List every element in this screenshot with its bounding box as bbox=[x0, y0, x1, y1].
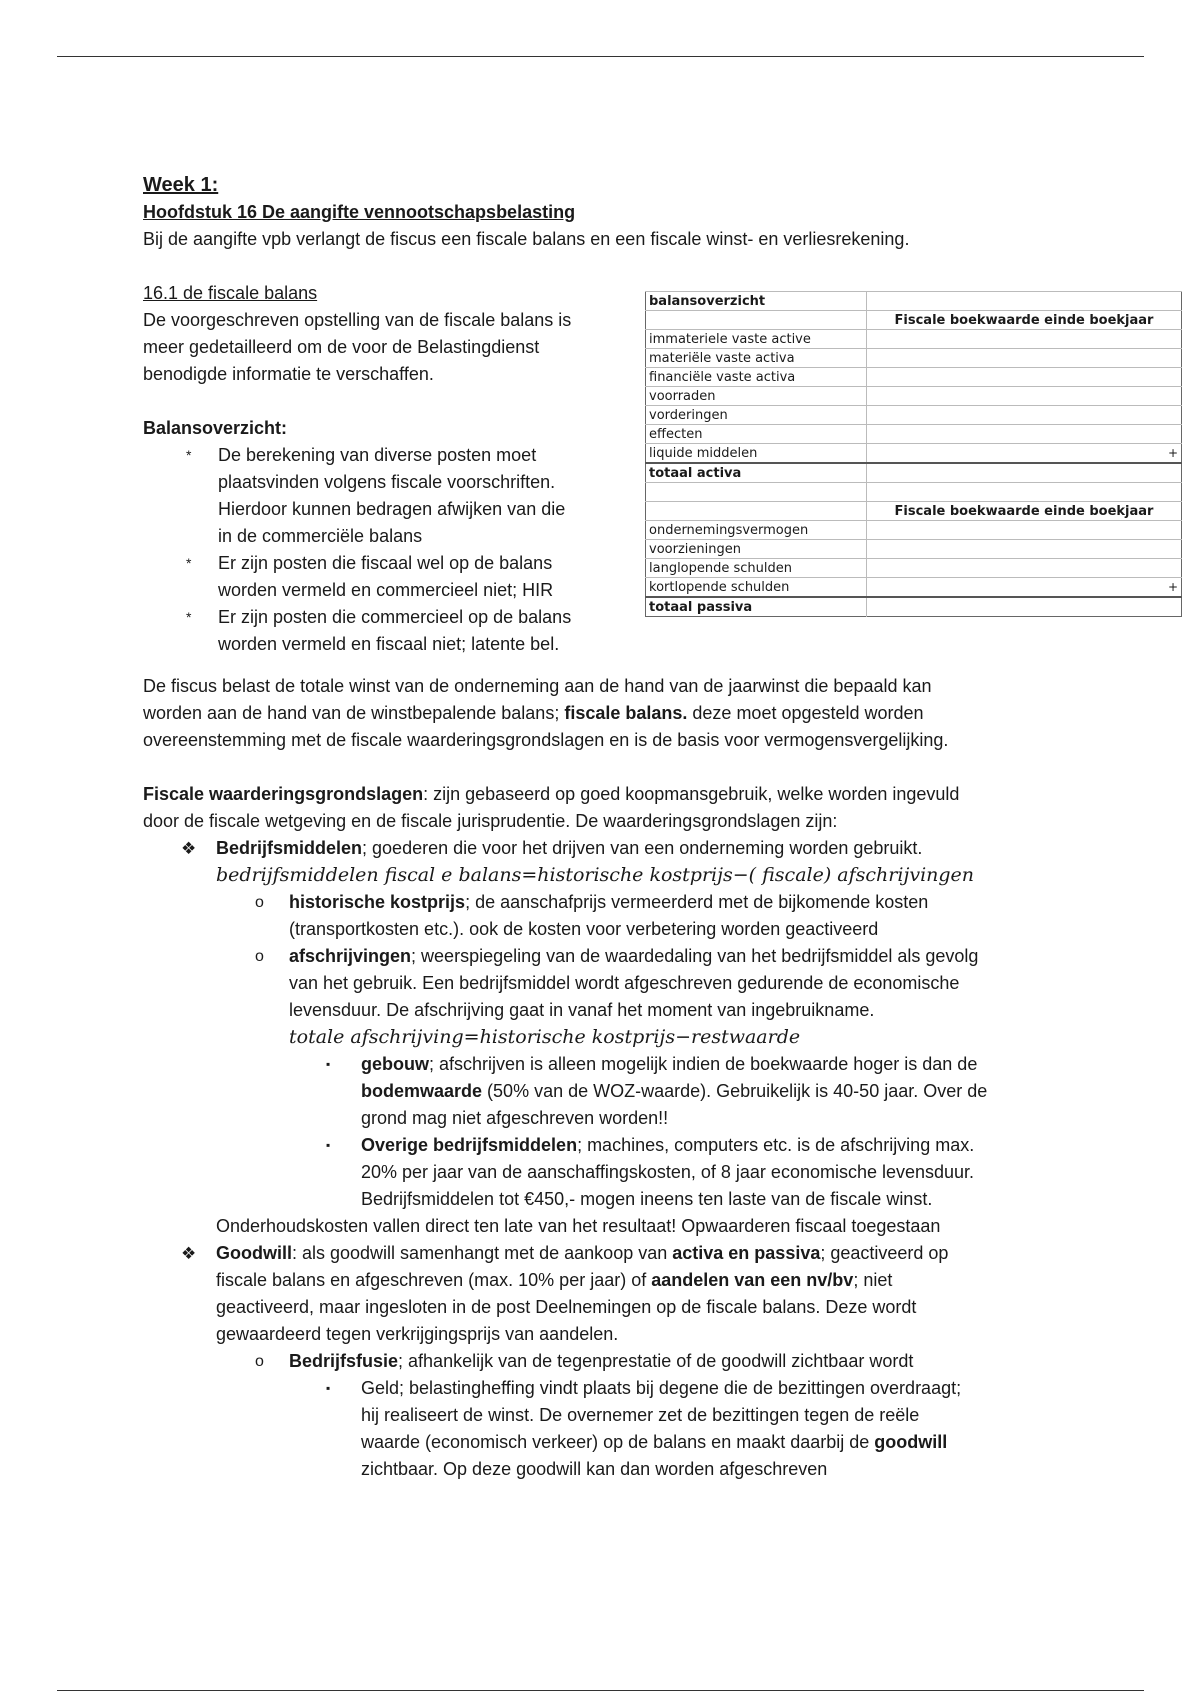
list-item-gebouw: ▪ gebouw; afschrijven is alleen mogelijk indien de boekwaarde hoger is dan de bodemwaarde (50% van de WOZ-waarde). Gebruikelijk is 40-50 jaar. Over de grond mag niet afgeschreven worden!! bbox=[143, 1051, 1143, 1132]
table-row-label: voorraden bbox=[646, 387, 867, 406]
overview-title: Balansoverzicht: bbox=[143, 418, 288, 438]
diamond-bullet-icon: ❖ bbox=[181, 839, 197, 858]
list-item-overige-bedrijfsmiddelen: ▪ Overige bedrijfsmiddelen; machines, computers etc. is de afschrijving max. 20% per jaar van de aanschaffingskosten, of 8 jaar economische levensduur. Bedrijfsmiddelen tot €450,- mogen ineens ten laste van de fiscale winst. bbox=[143, 1132, 1143, 1213]
overview-bullets bbox=[143, 442, 623, 658]
list-item-historische-kostprijs: o historische kostprijs; de aanschafprijs vermeerderd met de bijkomende kosten (transportkosten etc.). ook de kosten voor verbetering worden geactiveerd bbox=[143, 889, 1143, 943]
list-item-bedrijfsmiddelen: ❖ Bedrijfsmiddelen; goederen die voor het drijven van een onderneming worden gebruikt. bbox=[143, 835, 1143, 862]
week-title: Week 1: bbox=[143, 174, 219, 196]
section-line: De voorgeschreven opstelling van de fiscale balans is bbox=[143, 310, 572, 330]
table-row-label: voorzieningen bbox=[646, 540, 867, 559]
asterisk-icon: * bbox=[186, 555, 192, 571]
table-row-label: vorderingen bbox=[646, 406, 867, 425]
intro-text: Bij de aangifte vpb verlangt de fiscus een fiscale balans en een fiscale winst- en verliesrekening. bbox=[143, 229, 910, 249]
table-total-label: totaal activa bbox=[646, 463, 867, 483]
asterisk-icon: * bbox=[186, 447, 192, 463]
square-bullet-icon: ▪ bbox=[326, 1138, 331, 1152]
section-line: benodigde informatie te verschaffen. bbox=[143, 364, 434, 384]
section-fiscale-balans bbox=[143, 280, 1178, 654]
table-row-label: immateriele vaste active bbox=[646, 330, 867, 349]
table-total-label: totaal passiva bbox=[646, 597, 867, 617]
plus-sign: + bbox=[1167, 445, 1178, 460]
bottom-rule bbox=[57, 1690, 1144, 1691]
diamond-bullet-icon: ❖ bbox=[181, 1244, 197, 1263]
table-row-label: financiële vaste activa bbox=[646, 368, 867, 387]
square-bullet-icon: ▪ bbox=[326, 1057, 331, 1071]
circle-bullet-icon: o bbox=[255, 948, 264, 965]
section-line: meer gedetailleerd om de voor de Belastingdienst bbox=[143, 337, 540, 357]
section-title: 16.1 de fiscale balans bbox=[143, 283, 318, 303]
table-column-header: Fiscale boekwaarde einde boekjaar bbox=[867, 502, 1182, 521]
formula-afschrijving: totale afschrijving=historische kostprijs−restwaarde bbox=[289, 1026, 801, 1048]
table-row-label: materiële vaste activa bbox=[646, 349, 867, 368]
table-column-header: Fiscale boekwaarde einde boekjaar bbox=[867, 311, 1182, 330]
onderhoud-note: Onderhoudskosten vallen direct ten late van het resultaat! Opwaarderen fiscaal toegestaan bbox=[216, 1216, 941, 1236]
balance-table bbox=[645, 291, 1182, 617]
table-row-label: effecten bbox=[646, 425, 867, 444]
chapter-title: Hoofdstuk 16 De aangifte vennootschapsbelasting bbox=[143, 202, 576, 222]
asterisk-icon: * bbox=[186, 609, 192, 625]
list-item-geld: ▪ Geld; belastingheffing vindt plaats bij degene die de bezittingen overdraagt; hij realiseert de winst. De overnemer zet de bezittingen tegen de reële waarde (economisch verkeer) op de balans en maakt daarbij de goodwill zichtbaar. Op deze goodwill kan dan worden afgeschreven bbox=[143, 1375, 1143, 1483]
document-body bbox=[143, 172, 1178, 1483]
list-item: * Er zijn posten die commercieel op de balans worden vermeld en fiscaal niet; latente bel. bbox=[143, 604, 623, 658]
list-item-afschrijvingen: o afschrijvingen; weerspiegeling van de waardedaling van het bedrijfsmiddel als gevolg van het gebruik. Een bedrijfsmiddel wordt afgeschreven gedurende de economische levensduur. De afschrijving gaat in vanaf het moment van ingebruikname. bbox=[143, 943, 1143, 1024]
list-item: * Er zijn posten die fiscaal wel op de balans worden vermeld en commercieel niet; HIR bbox=[143, 550, 623, 604]
circle-bullet-icon: o bbox=[255, 1353, 264, 1370]
paragraph-waarderingsgrondslagen: Fiscale waarderingsgrondslagen: zijn gebaseerd op goed koopmansgebruik, welke worden ingevuld door de fiscale wetgeving en de fiscale jurisprudentie. De waarderingsgrondslagen zijn: bbox=[143, 784, 960, 831]
table-row-label: kortlopende schulden bbox=[646, 578, 867, 598]
circle-bullet-icon: o bbox=[255, 894, 264, 911]
paragraph-fiscus: De fiscus belast de totale winst van de onderneming aan de hand van de jaarwinst die bepaald kan worden aan de hand van de winstbepalende balans; fiscale balans. deze moet opgesteld worden overeenstemming met de fiscale waarderingsgrondslagen en is de basis voor vermogensvergelijking. bbox=[143, 676, 949, 750]
list-item-bedrijfsfusie: o Bedrijfsfusie; afhankelijk van de tegenprestatie of de goodwill zichtbaar wordt bbox=[143, 1348, 1143, 1375]
plus-sign: + bbox=[1167, 579, 1178, 594]
top-rule bbox=[57, 56, 1144, 57]
formula-bedrijfsmiddelen: bedrijfsmiddelen fiscal e balans=historische kostprijs−( fiscale) afschrijvingen bbox=[216, 864, 975, 886]
square-bullet-icon: ▪ bbox=[326, 1381, 331, 1395]
table-row-label: liquide middelen bbox=[646, 444, 867, 464]
list-item: * De berekening van diverse posten moet plaatsvinden volgens fiscale voorschriften. Hierdoor kunnen bedragen afwijken van die in de commerciële balans bbox=[143, 442, 623, 550]
table-title: balansoverzicht bbox=[646, 292, 867, 311]
table-row-label: ondernemingsvermogen bbox=[646, 521, 867, 540]
list-item-goodwill: ❖ Goodwill: als goodwill samenhangt met de aankoop van activa en passiva; geactiveerd op fiscale balans en afgeschreven (max. 10% per jaar) of aandelen van een nv/bv; niet geactiveerd, maar ingesloten in de post Deelnemingen op de fiscale balans. Deze wordt gewaardeerd tegen verkrijgingsprijs van aandelen. bbox=[143, 1240, 1143, 1348]
table-row-label: langlopende schulden bbox=[646, 559, 867, 578]
